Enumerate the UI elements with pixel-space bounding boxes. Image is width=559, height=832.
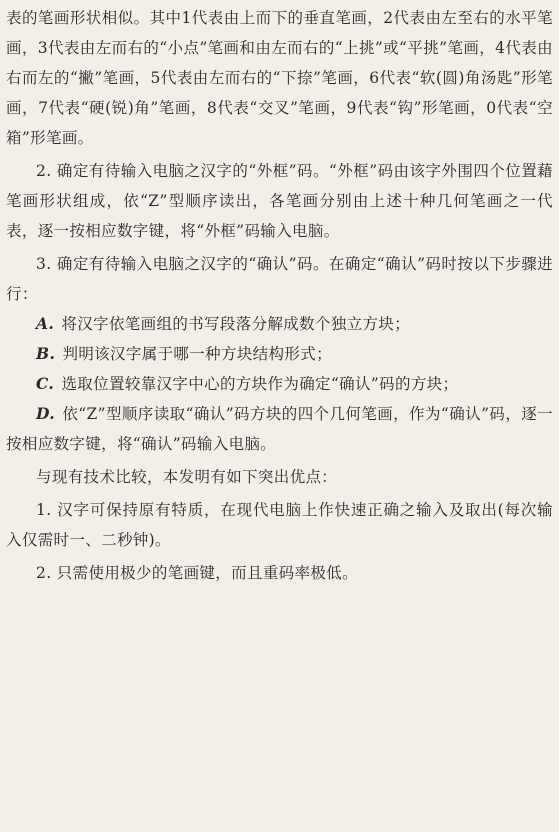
substep-d (6, 399, 553, 459)
step-3-paragraph: 3. 确定有待输入电脑之汉字的“确认”码。在确定“确认”码时按以下步骤进行： (6, 255, 553, 303)
substep-b-letter: B. (36, 344, 56, 363)
substep-b (6, 339, 553, 369)
substep-b-text: 判明该汉字属于哪一种方块结构形式； (62, 345, 332, 363)
substep-a (6, 309, 553, 339)
advantages-intro: 与现有技术比较，本发明有如下突出优点： (36, 468, 338, 486)
advantage-2: 2. 只需使用极少的笔画键，而且重码率极低。 (36, 564, 358, 582)
substep-c (6, 369, 553, 399)
step-2-paragraph: 2. 确定有待输入电脑之汉字的“外框”码。“外框”码由该字外围四个位置藉笔画形状组成，依“Z”型顺序读出，各笔画分别由上述十种几何笔画之一代表，逐一按相应数字键，将“外框”码输入电脑。 (6, 162, 553, 240)
advantage-1: 1. 汉字可保持原有特质，在现代电脑上作快速正确之输入及取出(每次输入仅需时一、二秒钟)。 (6, 501, 553, 549)
continuation-paragraph: 表的笔画形状相似。其中1代表由上而下的垂直笔画，2代表由左至右的水平笔画，3代表由左而右的“小点”笔画和由左而右的“上挑”或“平挑”笔画，4代表由右而左的“撇”笔画，5代表由左而右的“下捺”笔画，6代表“软(圆)角汤匙”形笔画，7代表“硬(锐)角”笔画，8代表“交叉”笔画，9代表“钩”形笔画，0代表“空箱”形笔画。 (6, 9, 553, 147)
substep-d-text: 依“Z”型顺序读取“确认”码方块的四个几何笔画，作为“确认”码，逐一按相应数字键，将“确认”码输入电脑。 (6, 405, 553, 453)
substep-d-letter: D. (36, 404, 55, 423)
substep-a-letter: A. (36, 314, 55, 333)
substep-a-text: 将汉字依笔画组的书写段落分解成数个独立方块； (61, 315, 411, 333)
substep-c-letter: C. (36, 374, 55, 393)
substep-c-text: 选取位置较靠汉字中心的方块作为确定“确认”码的方块； (61, 375, 459, 393)
